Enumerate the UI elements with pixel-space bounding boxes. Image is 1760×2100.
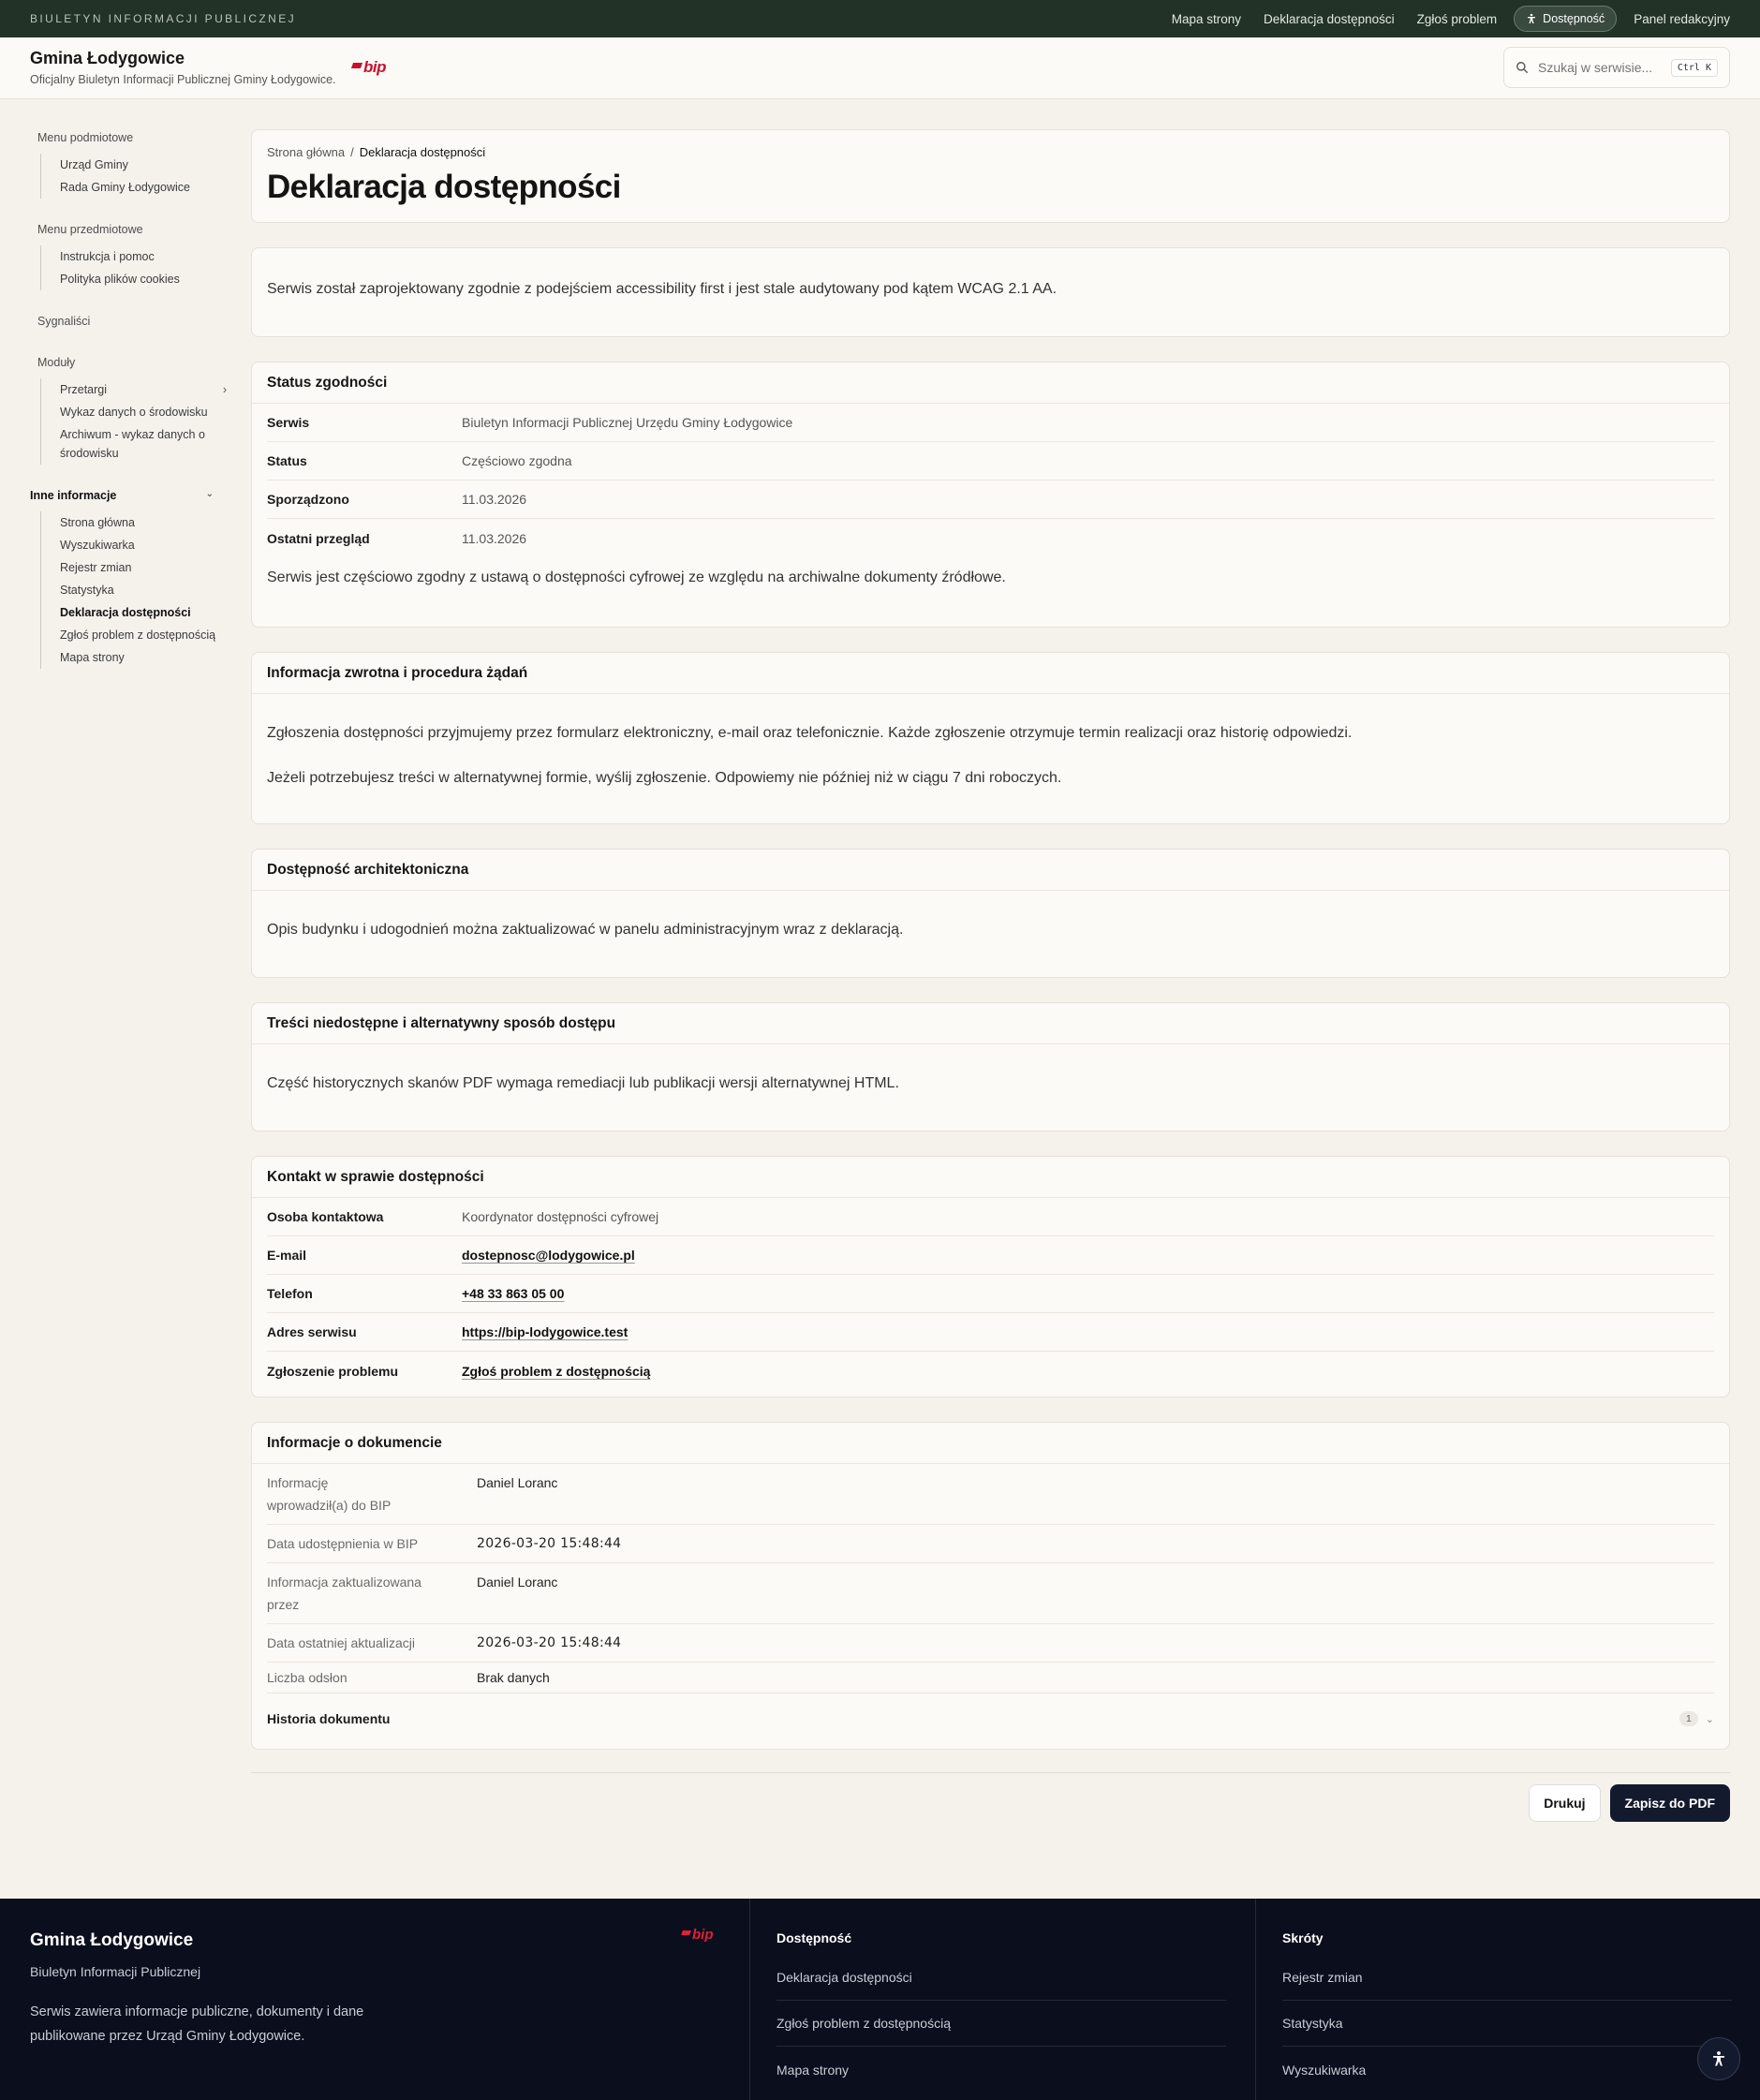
document-key: Informacja zaktualizowana przez	[267, 1575, 422, 1612]
footer-logo-text: bip	[692, 1927, 714, 1943]
sidebar-item-deklaracja[interactable]: Deklaracja dostępności	[60, 606, 191, 619]
document-value: Daniel Loranc	[477, 1575, 558, 1590]
bip-flag-icon	[681, 1930, 691, 1935]
footer-link-report-problem[interactable]: Zgłoś problem z dostępnością	[776, 2001, 1226, 2047]
sidebar-item-archiwum[interactable]: Archiwum - wykaz danych o środowisku	[60, 428, 205, 460]
sidebar-item-rejestr-zmian[interactable]: Rejestr zmian	[60, 561, 132, 574]
architecture-heading: Dostępność architektoniczna	[252, 850, 1729, 891]
sidebar-group-inne-informacje	[30, 485, 227, 669]
top-nav	[1149, 6, 1730, 32]
history-label: Historia dokumentu	[267, 1711, 391, 1726]
status-value: 11.03.2026	[462, 492, 527, 507]
document-row	[267, 1563, 1714, 1624]
sidebar-list	[40, 245, 227, 290]
contact-heading: Kontakt w sprawie dostępności	[252, 1157, 1729, 1198]
feedback-paragraph-1: Zgłoszenia dostępności przyjmujemy przez formularz elektroniczny, e-mail oraz telefonicznie. Każde zgłoszenie otrzymuje termin realizacji oraz historię odpowiedzi.	[267, 725, 1353, 741]
accessibility-icon	[1526, 13, 1537, 24]
sidebar-item-wyszukiwarka[interactable]: Wyszukiwarka	[60, 539, 135, 552]
sidebar-group-menu-przedmiotowe	[30, 219, 227, 290]
intro-card	[251, 247, 1730, 337]
status-key: Ostatni przegląd	[267, 530, 370, 546]
document-value: 2026-03-20 15:48:44	[477, 1536, 622, 1551]
status-key: Status	[267, 453, 307, 468]
document-row	[267, 1464, 1714, 1525]
document-key: Liczba odsłon	[267, 1670, 348, 1685]
inaccessible-text: Część historycznych skanów PDF wymaga remediacji lub publikacji wersji alternatywnej HTML.	[267, 1075, 899, 1091]
inaccessible-heading: Treści niedostępne i alternatywny sposób dostępu	[252, 1003, 1729, 1044]
sidebar-item-strona-glowna[interactable]: Strona główna	[60, 516, 135, 529]
document-value: Daniel Loranc	[477, 1475, 558, 1490]
breadcrumb-home[interactable]: Strona główna	[267, 145, 346, 159]
contact-key: Zgłoszenie problemu	[267, 1363, 399, 1379]
status-key: Sporządzono	[267, 492, 349, 507]
sidebar-item-cookies[interactable]: Polityka plików cookies	[60, 273, 180, 286]
phone-link[interactable]: +48 33 863 05 00	[462, 1286, 565, 1301]
top-link-sitemap[interactable]: Mapa strony	[1171, 11, 1242, 26]
site-name[interactable]: Gmina Łodygowice	[30, 49, 185, 67]
contact-row	[267, 1236, 1714, 1275]
page-title: Deklaracja dostępności	[267, 169, 621, 205]
footer-description: Serwis zawiera informacje publiczne, dokumenty i dane publikowane przez Urząd Gminy Łodygowice.	[30, 2004, 364, 2044]
sidebar-item-zglos-problem[interactable]: Zgłoś problem z dostępnością	[60, 629, 216, 642]
sidebar-item-label: Przetargi	[60, 383, 108, 396]
site-footer	[0, 1899, 1760, 2100]
bip-flag-icon	[351, 63, 362, 68]
history-count-badge: 1	[1679, 1711, 1698, 1726]
footer-link-search[interactable]: Wyszukiwarka	[1282, 2062, 1367, 2078]
document-key: Data ostatniej aktualizacji	[267, 1635, 415, 1650]
status-row	[267, 404, 1714, 442]
sidebar-group-title[interactable]: Sygnaliści	[37, 315, 91, 328]
status-heading: Status zgodności	[252, 362, 1729, 404]
chevron-right-icon: ›	[222, 383, 227, 396]
sidebar-group-menu-podmiotowe	[30, 127, 227, 199]
sidebar-group-title-active[interactable]	[30, 485, 227, 506]
document-key: Data udostępnienia w BIP	[267, 1536, 419, 1551]
contact-row	[267, 1352, 1714, 1390]
document-row	[267, 1525, 1714, 1563]
contact-row	[267, 1275, 1714, 1313]
top-bar	[0, 0, 1760, 37]
status-row	[267, 481, 1714, 519]
accessibility-fab[interactable]	[1697, 2037, 1740, 2080]
bip-logo[interactable]	[352, 58, 386, 77]
footer-link-sitemap[interactable]: Mapa strony	[776, 2062, 850, 2078]
sidebar-list	[40, 154, 227, 199]
footer-link-list	[1282, 1955, 1760, 2093]
document-row	[267, 1663, 1714, 1693]
sidebar-group-title[interactable]: Menu podmiotowe	[37, 131, 134, 144]
footer-link-declaration[interactable]: Deklaracja dostępności	[776, 1955, 1226, 2001]
sidebar	[30, 127, 227, 689]
footer-column-accessibility	[749, 1899, 1225, 2100]
save-pdf-button[interactable]: Zapisz do PDF	[1610, 1784, 1730, 1822]
status-value: Biuletyn Informacji Publicznej Urzędu Gminy Łodygowice	[462, 415, 793, 430]
architecture-text: Opis budynku i udogodnień można zaktualizować w panelu administracyjnym wraz z deklaracją.	[267, 922, 904, 938]
contact-card	[251, 1156, 1730, 1398]
contact-row	[267, 1198, 1714, 1236]
sidebar-item-przetargi[interactable]	[57, 378, 227, 401]
footer-link-list	[776, 1955, 1225, 2093]
accessibility-button-label: Dostępność	[1543, 12, 1605, 25]
contact-key: Adres serwisu	[267, 1324, 357, 1339]
document-key: Informację wprowadził(a) do BIP	[267, 1475, 392, 1513]
chevron-down-icon: ⌄	[205, 489, 214, 499]
top-link-declaration[interactable]: Deklaracja dostępności	[1264, 11, 1395, 26]
sidebar-group-title[interactable]: Moduły	[37, 356, 76, 369]
feedback-heading: Informacja zwrotna i procedura żądań	[252, 653, 1729, 694]
status-value: Częściowo zgodna	[462, 453, 572, 468]
print-button[interactable]: Drukuj	[1529, 1784, 1600, 1822]
status-note: Serwis jest częściowo zgodny z ustawą o dostępności cyfrowej ze względu na archiwalne dokumenty źródłowe.	[267, 569, 1006, 585]
page-actions	[251, 1772, 1730, 1822]
footer-site-name: Gmina Łodygowice	[30, 1930, 194, 1950]
footer-link-statistics[interactable]: Statystyka	[1282, 2001, 1732, 2047]
search-input[interactable]	[1538, 60, 1660, 75]
report-problem-link[interactable]: Zgłoś problem z dostępnością	[462, 1363, 651, 1379]
chevron-down-icon: ⌄	[1705, 1713, 1714, 1725]
contact-row	[267, 1313, 1714, 1352]
accessibility-button[interactable]	[1514, 6, 1617, 32]
search-box[interactable]	[1503, 47, 1730, 88]
sidebar-list	[40, 378, 227, 465]
sidebar-group-label: Inne informacje	[30, 489, 117, 502]
top-bar-brand: BIULETYN INFORMACJI PUBLICZNEJ	[30, 12, 297, 25]
top-link-editor-panel[interactable]: Panel redakcyjny	[1634, 11, 1730, 26]
breadcrumb	[267, 145, 1714, 159]
sidebar-item-rada-gminy[interactable]: Rada Gminy Łodygowice	[60, 181, 190, 194]
footer-column-heading: Skróty	[1282, 1930, 1324, 1945]
top-link-report-problem[interactable]: Zgłoś problem	[1416, 11, 1498, 26]
status-card	[251, 362, 1730, 628]
footer-subtitle: Biuletyn Informacji Publicznej	[30, 1964, 201, 1979]
sidebar-item-urzad-gminy[interactable]: Urząd Gminy	[60, 158, 128, 171]
footer-bip-logo[interactable]	[682, 1927, 714, 1943]
email-link[interactable]: dostepnosc@lodygowice.pl	[462, 1248, 635, 1263]
status-key: Serwis	[267, 415, 310, 430]
document-value: 2026-03-20 15:48:44	[477, 1635, 622, 1650]
footer-column-heading: Dostępność	[776, 1930, 852, 1945]
sidebar-item-mapa-strony[interactable]: Mapa strony	[60, 651, 125, 664]
inaccessible-card	[251, 1002, 1730, 1131]
main-content	[251, 129, 1730, 1822]
site-header	[0, 37, 1760, 99]
contact-key: E-mail	[267, 1248, 307, 1263]
breadcrumb-separator: /	[350, 145, 354, 159]
feedback-card	[251, 652, 1730, 824]
search-shortcut: Ctrl K	[1671, 59, 1718, 77]
status-row	[267, 519, 1714, 557]
feedback-paragraph-2: Jeżeli potrzebujesz treści w alternatywnej formie, wyślij zgłoszenie. Odpowiemy nie później niż w ciągu 7 dni roboczych.	[267, 770, 1062, 786]
sidebar-group-moduly	[30, 352, 227, 465]
intro-text: Serwis został zaprojektowany zgodnie z podejściem accessibility first i jest stale audytowany pod kątem WCAG 2.1 AA.	[267, 281, 1057, 297]
site-subtitle: Oficjalny Biuletyn Informacji Publicznej Gminy Łodygowice.	[30, 73, 336, 86]
document-heading: Informacje o dokumencie	[252, 1423, 1729, 1464]
contact-value: Koordynator dostępności cyfrowej	[462, 1209, 659, 1224]
sidebar-item-instrukcja[interactable]: Instrukcja i pomoc	[60, 250, 155, 263]
status-row	[267, 442, 1714, 481]
footer-link-changelog[interactable]: Rejestr zmian	[1282, 1955, 1732, 2001]
contact-key: Telefon	[267, 1286, 313, 1301]
bip-logo-text: bip	[363, 58, 386, 76]
site-url-link[interactable]: https://bip-lodygowice.test	[462, 1324, 629, 1339]
sidebar-item-statystyka[interactable]: Statystyka	[60, 584, 114, 597]
sidebar-group-sygnalisci	[30, 311, 227, 332]
contact-key: Osoba kontaktowa	[267, 1209, 384, 1224]
footer-column-shortcuts	[1255, 1899, 1760, 2100]
status-value: 11.03.2026	[462, 530, 527, 546]
search-icon	[1516, 61, 1529, 74]
document-info-card	[251, 1422, 1730, 1750]
breadcrumb-current: Deklaracja dostępności	[359, 145, 486, 159]
document-history-toggle[interactable]	[267, 1693, 1714, 1744]
accessibility-icon	[1710, 2050, 1727, 2067]
sidebar-list	[40, 511, 227, 669]
sidebar-item-wykaz-danych[interactable]: Wykaz danych o środowisku	[60, 406, 208, 419]
title-card	[251, 129, 1730, 223]
document-value: Brak danych	[477, 1670, 550, 1685]
document-row	[267, 1624, 1714, 1663]
architecture-card	[251, 849, 1730, 978]
sidebar-group-title[interactable]: Menu przedmiotowe	[37, 223, 143, 236]
